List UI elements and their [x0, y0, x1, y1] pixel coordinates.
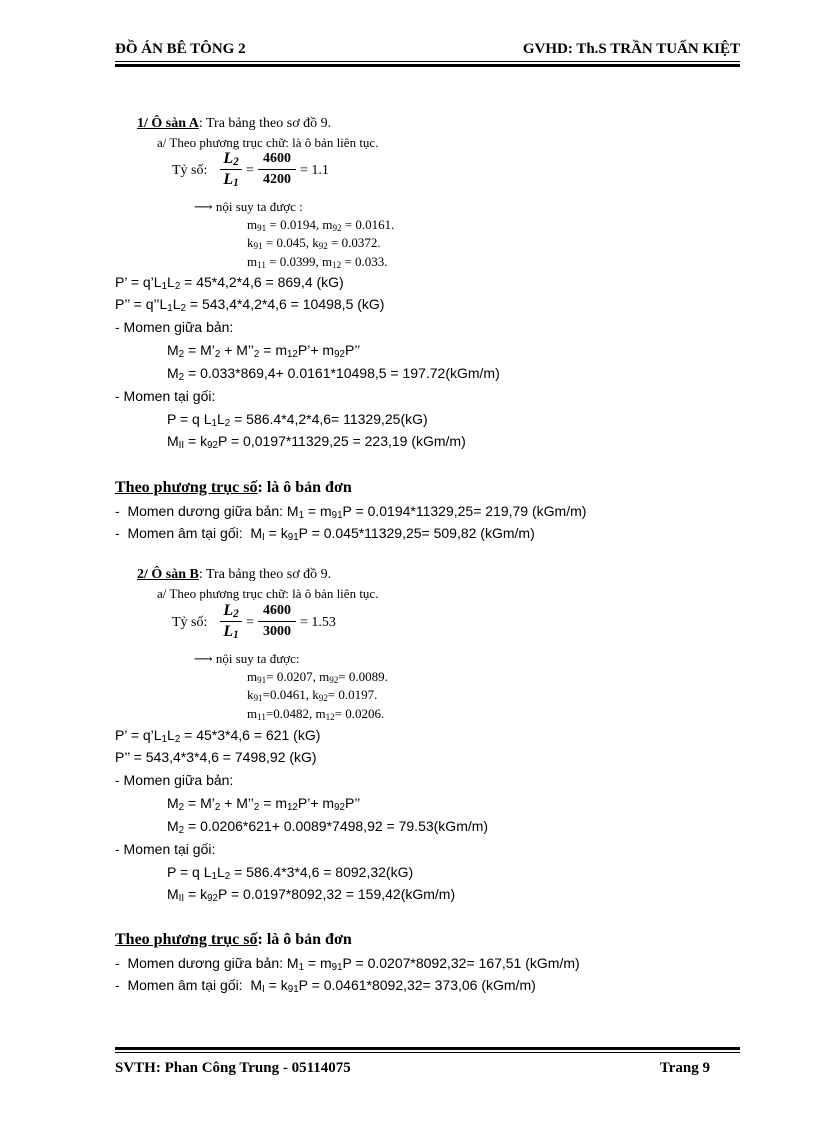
section-b-ratio-value: = 1.53: [300, 615, 336, 630]
section-b-title: 2/ Ô sàn B: [137, 567, 199, 582]
section-a-momen-giua: - Momen giữa bản:: [115, 319, 234, 335]
section-b-coef-k: $k_{91}=0.0461$, $k_{92}= 0.0197$.: [247, 687, 378, 703]
section-a-title: 1/ Ô sàn A: [137, 116, 199, 131]
section-a-value-fraction: [258, 150, 296, 189]
section-a-m1-line: - Momen dương giữa bản: $M_1 = m_{91}P = 0.0194*11329,25= 219,79$ (kGm/m): [115, 503, 587, 521]
section-b-subheading: a/ Theo phương trục chữ: là ô bản liên tục.: [157, 586, 379, 601]
section-a-coef-m: $m_{91} = 0.0194$, $m_{92} = 0.0161$.: [247, 217, 395, 233]
section-a-ratio-den: 4200: [263, 172, 291, 187]
section-a-symbol-fraction: $L_2$ $L_1$: [220, 150, 242, 189]
section-a-p1: P’ = $q’L_1L_2 = 45*4,2*4,6 = 869,4$ (kG): [115, 274, 344, 292]
section-a-ratio-num: 4600: [263, 151, 291, 166]
header-left: ĐỒ ÁN BÊ TÔNG 2: [115, 41, 246, 57]
section-b-ratio-label: Tỷ số:: [172, 615, 208, 630]
section-b-frac-num: L: [223, 602, 234, 619]
section-a-m2-formula: $M_2$ = $M’_2$ + $M’’_2$ = $m_{12}P’+ m_{92}P$’’: [167, 342, 361, 360]
footer-rule-thin: [115, 1052, 740, 1053]
section-a-heading: [137, 116, 331, 132]
section-a-coef-k: $k_{91} = 0.045$, $k_{92} = 0.0372$.: [247, 235, 381, 251]
section-a-coef-m1: $m_{11} = 0.0399$, $m_{12} = 0.033$.: [247, 254, 388, 270]
section-b-mii: $M_{II} = k_{92}P = 0.0197*8092,32 = 159,42(kGm/m)$: [167, 886, 456, 904]
section-b-m2-formula: $M_2$ = $M’_2$ + $M’’_2$ = $m_{12}P’+ m_{92}P$’’: [167, 795, 361, 813]
section-b-trucso-heading: Theo phương trục số: là ô bản đơn: [115, 931, 352, 948]
section-b-p2: P’’ = 543,4*3*4,6 = 7498,92 (kG): [115, 749, 317, 765]
section-a-interp: ⟶ nội suy ta được :: [194, 199, 303, 214]
section-b-m1-line: - Momen dương giữa bản: $M_1 = m_{91}P = 0.0207*8092,32= 167,51$ (kGm/m): [115, 955, 580, 973]
section-a-mI-line: - Momen âm tại gối: $M_I = k_{91}P = 0.045*11329,25= 509,82$ (kGm/m): [115, 525, 535, 543]
section-b-mI-line: - Momen âm tại gối: $M_I = k_{91}P = 0.0461*8092,32= 373,06$ (kGm/m): [115, 977, 536, 995]
section-b-coef-m1: $m_{11}=0.0482$, $m_{12}= 0.0206$.: [247, 706, 385, 722]
section-b-interp: ⟶ nội suy ta được:: [194, 651, 300, 666]
footer-left: SVTH: Phan Công Trung - 05114075: [115, 1060, 351, 1076]
section-a-subheading: a/ Theo phương trục chữ: là ô bản liên tục.: [157, 135, 379, 150]
footer-rule-thick: [115, 1047, 740, 1050]
section-a-p-total: P = q $L_1L_2 = 586.4*4,2*4,6= 11329,25(kG)$: [167, 411, 428, 429]
section-b-momen-goi: - Momen tại gối:: [115, 841, 216, 857]
section-b-value-fraction: [258, 602, 296, 641]
section-a-ratio-value: = 1.1: [300, 163, 329, 178]
section-a-ratio-label: Tỷ số:: [172, 163, 208, 178]
section-b-m2-value: $M_2 = 0.0206*621+ 0.0089*7498,92 = 79.53(kGm/m)$: [167, 818, 489, 836]
section-a-p2: P’’ = $q’’L_1L_2 = 543,4*4,2*4,6 = 10498,5$ (kG): [115, 296, 385, 314]
section-b-symbol-fraction: $L_2$ $L_1$: [220, 602, 242, 641]
section-a-title-rest: : Tra bảng theo sơ đồ 9.: [198, 116, 332, 131]
section-b-heading: [137, 567, 331, 583]
section-b-frac-den: L: [223, 623, 234, 640]
section-b-momen-giua: - Momen giữa bản:: [115, 772, 234, 788]
section-b-title-rest: : Tra bảng theo sơ đồ 9.: [198, 567, 332, 582]
section-b-coef-m: $m_{91}= 0.0207$, $m_{92}= 0.0089$.: [247, 669, 388, 685]
section-b-ratio-num: 4600: [263, 603, 291, 618]
section-a-m2-value: $M_2 = 0.033*869,4+ 0.0161*10498,5 = 197.72(kGm/m)$: [167, 365, 500, 383]
section-b-p1: P’ = $q’L_1L_2 = 45*3*4,6 = 621$ (kG): [115, 727, 321, 745]
section-a-mii: $M_{II} = k_{92}P = 0,0197*11329,25 = 223,19$ (kGm/m): [167, 433, 466, 451]
header-right: GVHD: Th.S TRẦN TUẤN KIỆT: [522, 41, 740, 57]
section-a-momen-goi: - Momen tại gối:: [115, 388, 216, 404]
section-a-frac-num: L: [223, 150, 234, 167]
header-rule-thick: [115, 64, 740, 67]
footer-right: Trang 9: [659, 1060, 710, 1076]
section-a-trucso-heading: Theo phương trục số: là ô bản đơn: [115, 479, 352, 496]
section-b-p-total: P = q $L_1L_2 = 586.4*3*4,6 = 8092,32(kG)$: [167, 864, 414, 882]
header-rule-thin: [115, 61, 740, 62]
section-a-frac-den: L: [223, 171, 234, 188]
section-b-ratio-den: 3000: [263, 624, 291, 639]
